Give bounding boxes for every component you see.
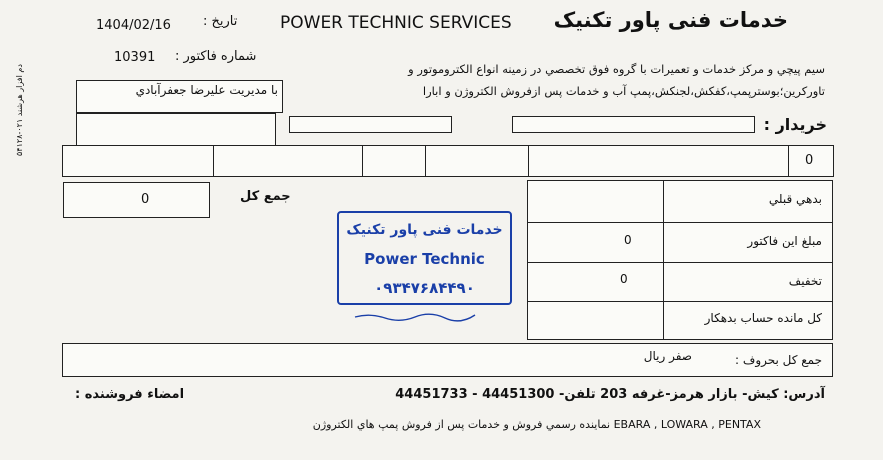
stamp-line-fa: خدمات فنی پاور تکنیک	[346, 222, 503, 238]
title-fa: خدمات فنی پاور تکنیک	[553, 8, 788, 32]
divider	[528, 262, 832, 263]
seller-signature-label: امضاء فروشنده :	[75, 387, 185, 402]
divider	[788, 146, 789, 176]
divider	[528, 301, 832, 302]
summary-value-discount: 0	[620, 272, 628, 286]
buyer-label: خريدار :	[763, 115, 827, 134]
words-box	[62, 343, 833, 377]
summary-label-discount: تخفيف	[788, 274, 822, 288]
date-label: تاریخ :	[203, 14, 238, 29]
total-label: جمع کل	[240, 189, 291, 204]
buyer-field-small[interactable]	[289, 116, 452, 133]
management-text: با مديريت عليرضا جعفرآبادي	[135, 83, 278, 97]
total-value: 0	[141, 192, 150, 207]
invoice-value: 10391	[114, 50, 156, 65]
divider	[663, 181, 664, 339]
words-label: جمع کل بحروف :	[735, 353, 822, 367]
signature-scribble	[350, 310, 490, 322]
side-note: دم افزار هرشند ۰۲۱-۵۴۱۲۸	[15, 64, 24, 156]
description-line1: سيم پيچي و مرکز خدمات و تعميرات با گروه فوق تخصصي در زمينه انواع الکتروموتور و	[408, 62, 825, 76]
buyer-name-field[interactable]	[76, 113, 276, 148]
divider	[213, 146, 214, 176]
summary-label-remaining-balance: کل مانده حساب بدهکار	[704, 311, 822, 325]
divider	[528, 222, 832, 223]
buyer-field-large[interactable]	[512, 116, 755, 133]
divider	[528, 146, 529, 176]
summary-label-invoice-amount: مبلغ اين فاکتور	[747, 234, 822, 248]
footer-address: آدرس: کيش- بازار هرمز-غرفه 203 تلفن- 44451300 - 44451733	[395, 387, 825, 402]
stamp-line-phone: ۰۹۳۴۷۶۸۴۴۹۰	[374, 279, 475, 297]
footer-brands: EBARA , LOWARA , PENTAX نماينده رسمي فروش و خدمات پس از فروش پمپ هاي الکتروژن	[312, 418, 761, 431]
stamp-line-en: Power Technic	[364, 250, 485, 268]
items-row-value: 0	[805, 153, 814, 168]
divider	[362, 146, 363, 176]
total-box	[63, 182, 210, 218]
title-en: POWER TECHNIC SERVICES	[280, 13, 512, 33]
summary-label-previous-debt: بدهي قبلي	[768, 192, 822, 206]
divider	[425, 146, 426, 176]
description-line2: تاورکرين؛بوسترپمپ،کفکش،لجنکش،پمپ آب و خدمات پس ازفروش الکتروژن و ابارا	[422, 84, 825, 98]
company-stamp	[337, 211, 512, 305]
summary-value-invoice-amount: 0	[624, 233, 632, 247]
invoice-label: شماره فاکتور :	[175, 49, 257, 64]
items-table-row	[62, 145, 834, 177]
date-value: 1404/02/16	[96, 18, 171, 33]
words-value: صفر ريال	[643, 349, 692, 363]
management-box	[76, 80, 283, 113]
summary-table	[527, 180, 833, 340]
